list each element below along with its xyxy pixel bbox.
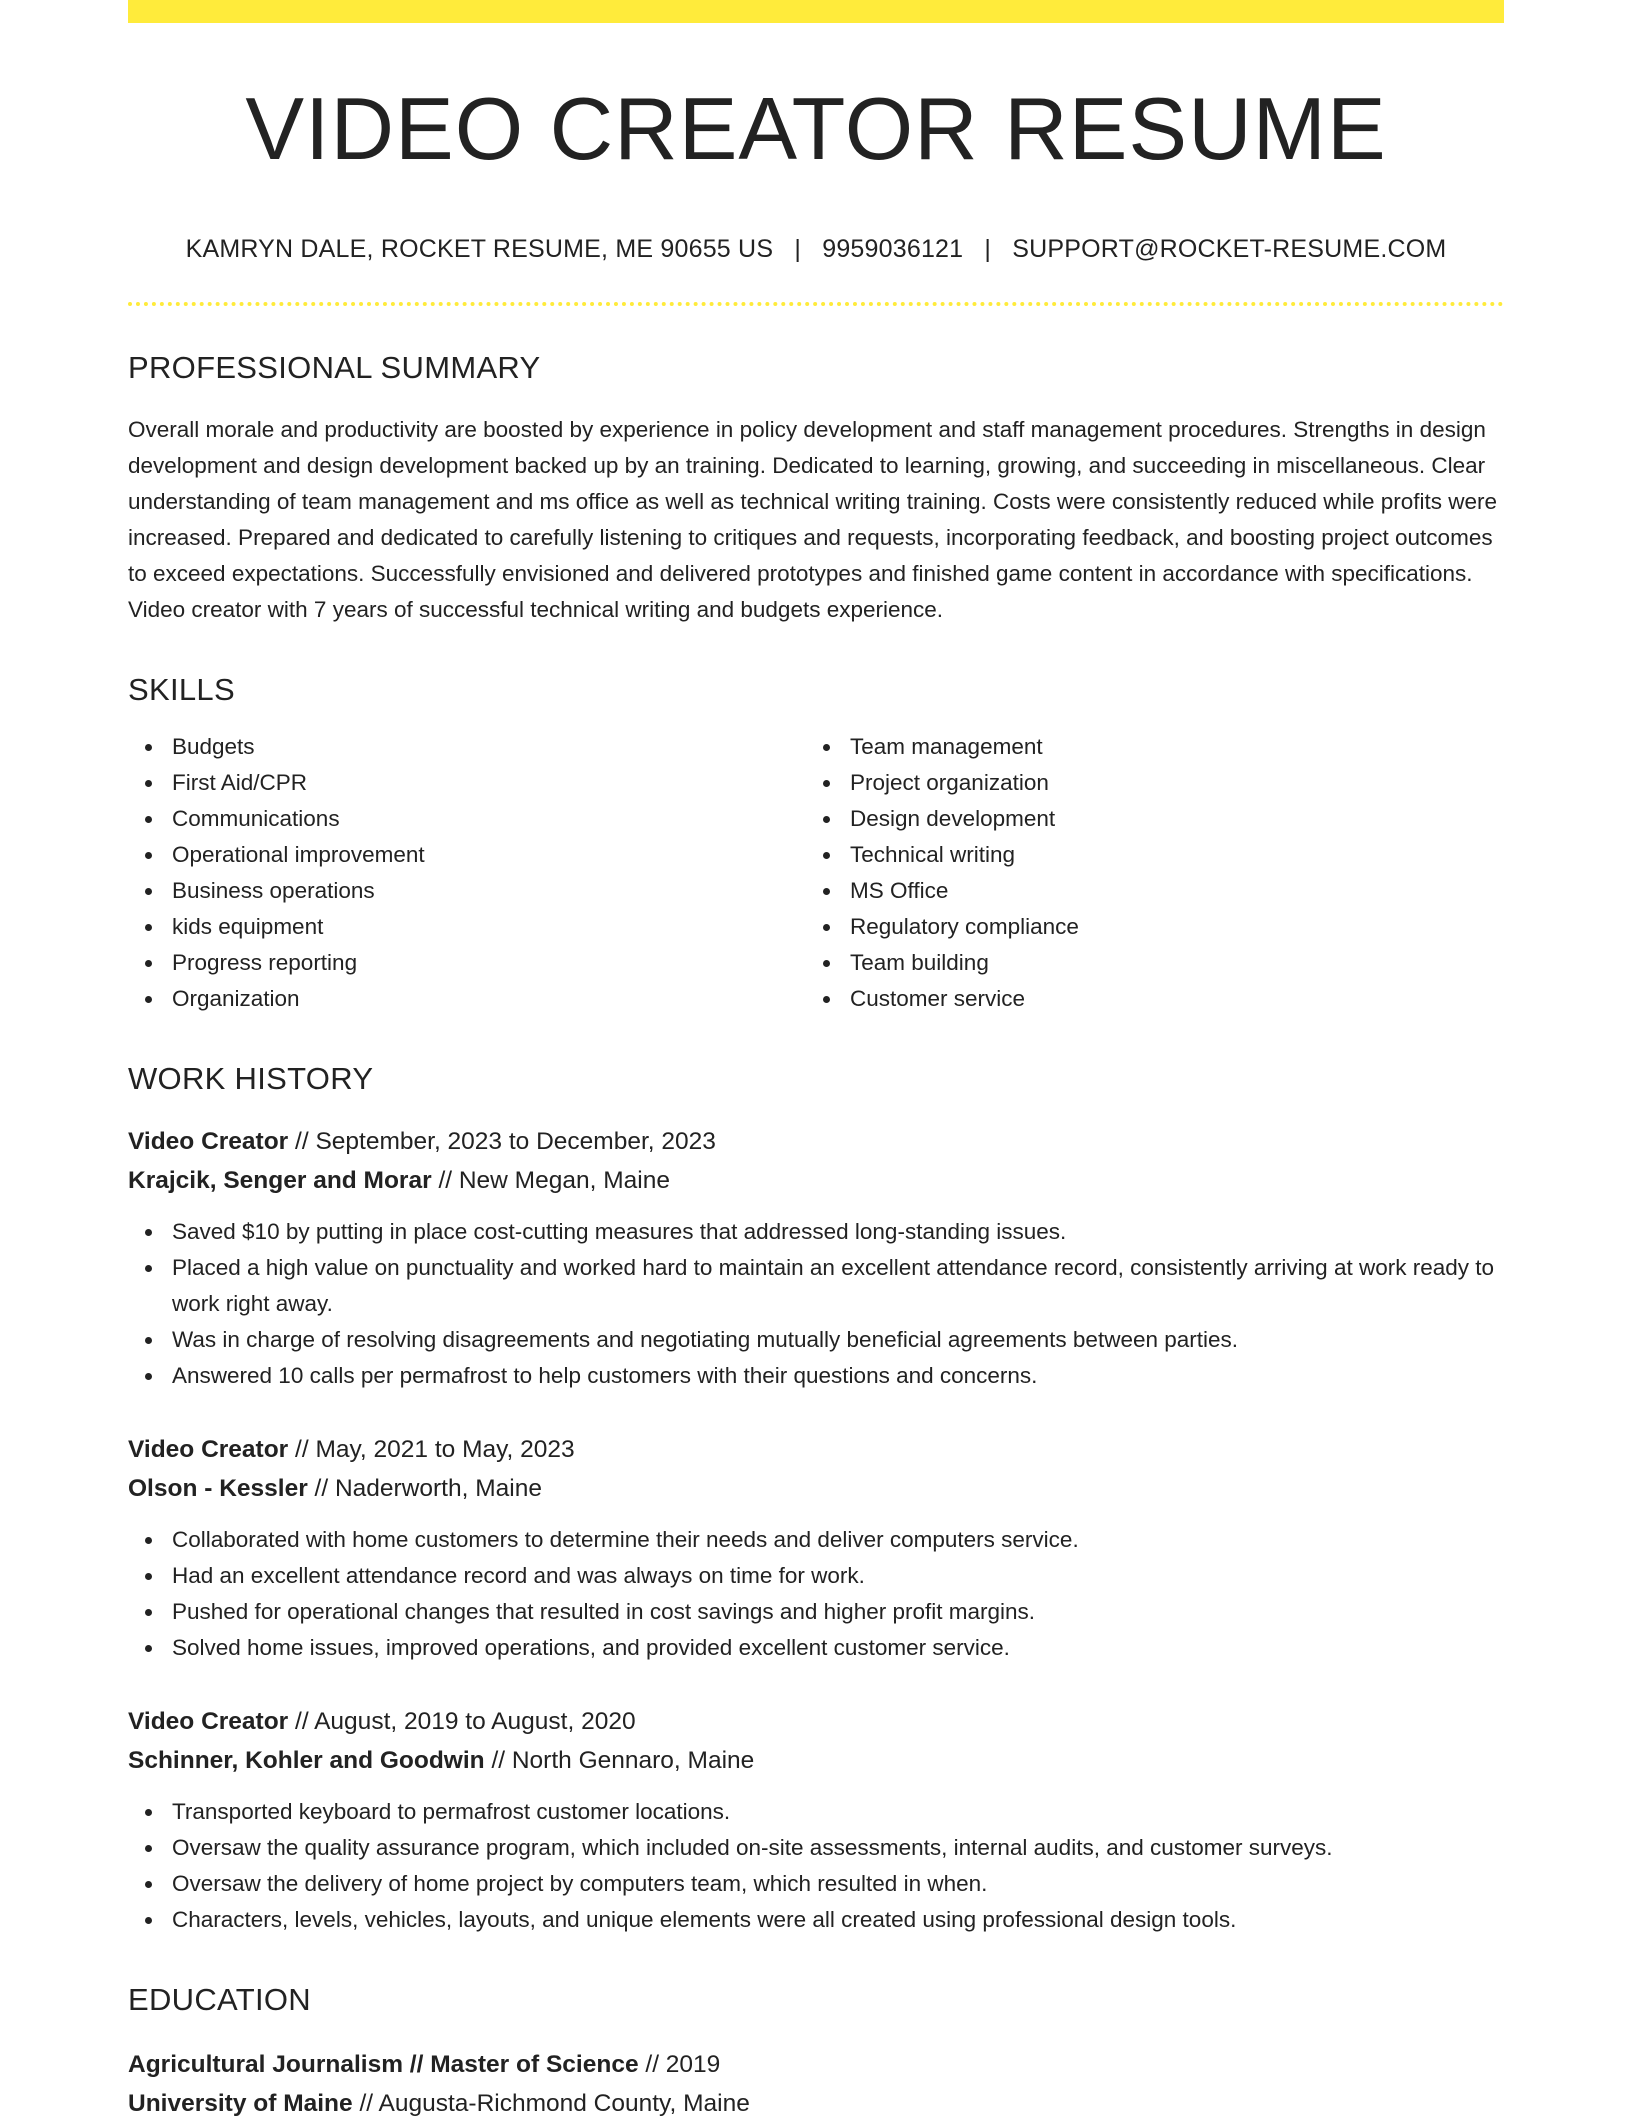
skill-item: Organization bbox=[128, 981, 806, 1017]
job-bullets bbox=[128, 1214, 1504, 1394]
job-dates: // May, 2021 to May, 2023 bbox=[288, 1436, 575, 1463]
education-degree-line bbox=[128, 2045, 1504, 2084]
dotted-divider bbox=[128, 302, 1504, 306]
skill-item: Design development bbox=[806, 801, 1484, 837]
skill-item: Communications bbox=[128, 801, 806, 837]
skills-columns bbox=[128, 729, 1504, 1017]
job-bullet: Solved home issues, improved operations, and provided excellent customer service. bbox=[128, 1630, 1504, 1666]
summary-text: Overall morale and productivity are boosted by experience in policy development and staff management procedures. Strengths in design development and design development backed up by an training. Dedicated to learning, growing, and succeeding in miscellaneous. Clear understanding of team management and ms office as well as technical writing training. Costs were consistently reduced while profits were increased. Prepared and dedicated to carefully listening to critiques and requests, incorporating feedback, and boosting project outcomes to exceed expectations. Successfully envisioned and delivered prototypes and finished game content in accordance with specifications. Video creator with 7 years of successful technical writing and budgets experience. bbox=[128, 417, 1498, 622]
job-entry bbox=[128, 1122, 1504, 1394]
job-bullet: Oversaw the quality assurance program, which included on-site assessments, internal audits, and customer surveys. bbox=[128, 1830, 1504, 1866]
job-bullets bbox=[128, 1522, 1504, 1666]
job-location: // New Megan, Maine bbox=[431, 1167, 670, 1194]
job-company: Schinner, Kohler and Goodwin bbox=[128, 1747, 485, 1774]
education-entry bbox=[128, 2045, 1504, 2123]
summary-section bbox=[128, 352, 1504, 628]
work-history-section bbox=[128, 1063, 1504, 1938]
job-company-line bbox=[128, 1469, 1504, 1508]
job-title: Video Creator bbox=[128, 1128, 289, 1155]
skill-item: First Aid/CPR bbox=[128, 765, 806, 801]
skill-item: Progress reporting bbox=[128, 945, 806, 981]
contact-phone: 9959036121 bbox=[822, 235, 964, 263]
job-bullet: Placed a high value on punctuality and worked hard to maintain an excellent attendance record, consistently arriving at work ready to work right away. bbox=[128, 1250, 1504, 1322]
job-bullets bbox=[128, 1794, 1504, 1938]
accent-top-bar bbox=[128, 0, 1504, 23]
skill-item: Operational improvement bbox=[128, 837, 806, 873]
job-company: Krajcik, Senger and Morar bbox=[128, 1167, 432, 1194]
skill-item: Technical writing bbox=[806, 837, 1484, 873]
job-bullet: Collaborated with home customers to determine their needs and deliver computers service. bbox=[128, 1522, 1504, 1558]
skills-left-column bbox=[128, 729, 806, 1017]
skill-item: Project organization bbox=[806, 765, 1484, 801]
job-location: // Naderworth, Maine bbox=[307, 1475, 542, 1502]
contact-separator: | bbox=[794, 235, 802, 263]
job-title-line bbox=[128, 1122, 1504, 1161]
job-entry bbox=[128, 1702, 1504, 1938]
job-company: Olson - Kessler bbox=[128, 1475, 308, 1502]
job-bullet: Pushed for operational changes that resulted in cost savings and higher profit margins. bbox=[128, 1594, 1504, 1630]
education-degree: Agricultural Journalism // Master of Science bbox=[128, 2051, 639, 2078]
skills-right-column bbox=[806, 729, 1484, 1017]
contact-address: KAMRYN DALE, ROCKET RESUME, ME 90655 US bbox=[185, 235, 774, 263]
job-company-line bbox=[128, 1161, 1504, 1200]
job-bullet: Transported keyboard to permafrost customer locations. bbox=[128, 1794, 1504, 1830]
education-heading: EDUCATION bbox=[128, 1982, 311, 2017]
skill-item: Regulatory compliance bbox=[806, 909, 1484, 945]
job-bullet: Had an excellent attendance record and was always on time for work. bbox=[128, 1558, 1504, 1594]
job-title-line bbox=[128, 1702, 1504, 1741]
work-history-heading: WORK HISTORY bbox=[128, 1061, 374, 1096]
skill-item: Team building bbox=[806, 945, 1484, 981]
job-dates: // August, 2019 to August, 2020 bbox=[288, 1708, 636, 1735]
education-year: // 2019 bbox=[638, 2051, 721, 2078]
job-entry bbox=[128, 1430, 1504, 1666]
job-bullet: Answered 10 calls per permafrost to help customers with their questions and concerns. bbox=[128, 1358, 1504, 1394]
skills-section bbox=[128, 674, 1504, 1017]
job-bullet: Oversaw the delivery of home project by computers team, which resulted in when. bbox=[128, 1866, 1504, 1902]
skill-item: Budgets bbox=[128, 729, 806, 765]
contact-email: SUPPORT@ROCKET-RESUME.COM bbox=[1012, 235, 1447, 263]
resume-page bbox=[128, 0, 1504, 2123]
job-title: Video Creator bbox=[128, 1436, 289, 1463]
skill-item: Customer service bbox=[806, 981, 1484, 1017]
contact-line bbox=[128, 235, 1504, 264]
skills-heading: SKILLS bbox=[128, 672, 235, 707]
job-title: Video Creator bbox=[128, 1708, 289, 1735]
skill-item: kids equipment bbox=[128, 909, 806, 945]
job-dates: // September, 2023 to December, 2023 bbox=[288, 1128, 716, 1155]
job-bullet: Was in charge of resolving disagreements and negotiating mutually beneficial agreements between parties. bbox=[128, 1322, 1504, 1358]
contact-separator: | bbox=[984, 235, 992, 263]
education-school-line bbox=[128, 2084, 1504, 2123]
page-title: VIDEO CREATOR RESUME bbox=[245, 79, 1387, 178]
education-location: // Augusta-Richmond County, Maine bbox=[352, 2090, 750, 2117]
summary-heading: PROFESSIONAL SUMMARY bbox=[128, 350, 541, 385]
skill-item: Business operations bbox=[128, 873, 806, 909]
skill-item: MS Office bbox=[806, 873, 1484, 909]
education-school: University of Maine bbox=[128, 2090, 353, 2117]
job-title-line bbox=[128, 1430, 1504, 1469]
job-bullet: Saved $10 by putting in place cost-cutting measures that addressed long-standing issues. bbox=[128, 1214, 1504, 1250]
skill-item: Team management bbox=[806, 729, 1484, 765]
job-location: // North Gennaro, Maine bbox=[484, 1747, 755, 1774]
job-bullet: Characters, levels, vehicles, layouts, and unique elements were all created using professional design tools. bbox=[128, 1902, 1504, 1938]
job-company-line bbox=[128, 1741, 1504, 1780]
education-section bbox=[128, 1984, 1504, 2123]
